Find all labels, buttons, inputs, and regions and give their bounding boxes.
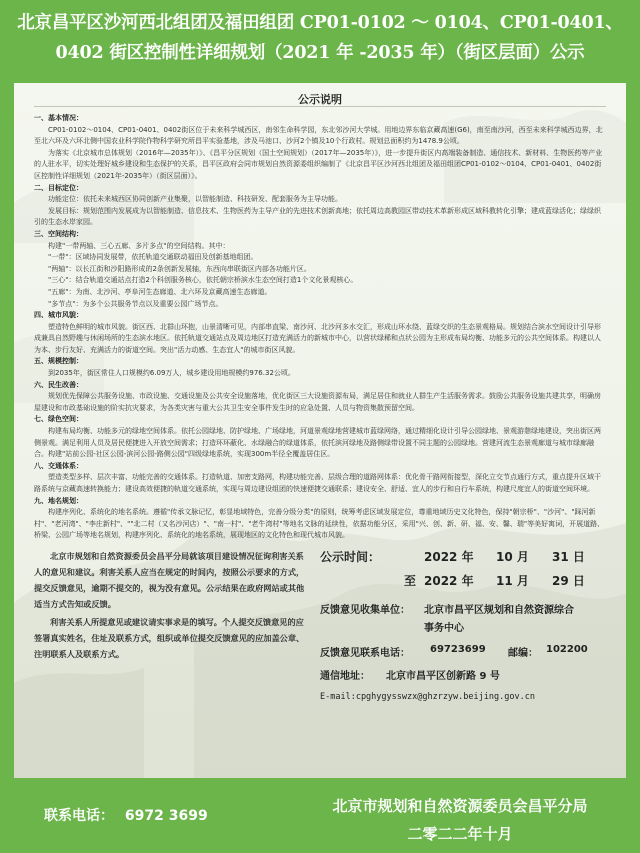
time-label: 公示时间： <box>320 550 381 564</box>
contact-value: 6972 3699 <box>124 808 208 824</box>
page-title-line-1: 北京昌平区沙河西北组团及福田组团 CP01-0102 ～ 0104、CP01-0401、 <box>17 13 623 33</box>
notice-title: 公示说明 <box>298 93 342 106</box>
instructions-paragraph-1: 北京市规划和自然资源委员会昌平分局就该项目建设情况征询利害关系人的意见和建议。利害关系人应当在规定的时间内，按照公示要求的方式，提交反馈意见，逾期不提交的，视为没有意见。公示结果在政府网站或其他适当方式告知或反馈。 <box>34 551 305 609</box>
section-heading: 一、基本情况： <box>34 114 83 122</box>
section-heading: 四、城市风貌： <box>34 311 83 320</box>
end-year: 2022 年 <box>424 574 474 588</box>
section-paragraph: 构建序列化、系统化的地名系统。遵循"传承文脉记忆，彰显地域特色，完善分级分类"的原则，统筹考虑区域发展定位，尊重地域历史文化特色，保持"朝宗桥"、"沙河"、"踩河新村"、"老河湾"、"李庄新村"、""北二村（又名沙河店）"、"南一村"、"老牛湾村"等地名文脉的延续性，依据功能分区，采用"兴、创、新、研、福、安、馨、瑞"等美好寓词，开展道路、桥梁、公园广场等地名规划，构建序列化、系统化的地名系统，展现地区的文化特色和现代城市风貌。 <box>34 508 605 540</box>
section-paragraph: "五廊"：为南、北沙河、亭阜河生态廊道、北六环及京藏高速生态廊道。 <box>48 287 272 296</box>
section-paragraph: 为落实《北京城市总体规划（2016年—2035年）》、《昌平分区规划（国土空间规划）（2017年—2035年）》，进一步提升街区内高端装备制造、通信技术、新材料、生物医药等产业的人驻水平，切实处理好城乡建设和生态保护的关系，昌平区政府会同市规划自然资源委组织编制了《北京昌平区沙河西北组团及福田组团CP01-0102～0104、CP01-0401、0402街区控制性详细规划（2021年-2035年）（街区层面）》。 <box>34 148 603 180</box>
section-heading: 二、目标定位： <box>34 183 83 192</box>
phone-label: 反馈意见联系电话： <box>320 648 410 659</box>
address-label: 通信地址： <box>320 671 370 682</box>
section-paragraph: "两轴"：以长江街和沙阳路形成的2条创新发展轴，东西向串联街区内部各功能片区。 <box>48 264 311 273</box>
section-scale <box>34 356 606 379</box>
section-cityscape <box>34 310 606 356</box>
section-paragraph: 到2035年，街区常住人口规模约6.09万人，城乡建设用地规模约976.32公顷。 <box>48 369 295 378</box>
section-paragraph: 发展目标：规划范围内发展成为以智能制造、信息技术、生物医药为主导产业的先进技术创新高地；依托周边高教园区带动技术革新形成区域科教转化引擎；建成蓝绿活化；绿绿织引的生态水岸家园。 <box>34 206 601 227</box>
section-heading: 七、绿色空间： <box>34 415 83 424</box>
section-paragraph: "三心"：结合轨道交通站点打造2个科创服务核心，依托朝宗桥滨水生态空间打造1个文化景观核心。 <box>48 276 358 285</box>
start-month: 10 月 <box>496 550 529 564</box>
notice-body <box>34 113 606 542</box>
section-traffic <box>34 461 606 496</box>
section-heading: 八、交通体系： <box>34 461 83 470</box>
date-separator: 至 <box>404 574 417 588</box>
section-green <box>34 414 606 460</box>
end-month: 11 月 <box>496 574 529 588</box>
section-paragraph: "多节点"：为多个公共服务节点以及重要公园广场节点。 <box>48 299 223 308</box>
start-year: 2022 年 <box>424 550 474 564</box>
end-day: 29 日 <box>552 574 585 588</box>
section-paragraph: 构建"一带两轴、三心五廊、多片多点"的空间结构。其中： <box>48 241 230 250</box>
notice-header <box>0 0 640 82</box>
section-placename <box>34 496 606 542</box>
section-paragraph: CP01-0102～0104、CP01-0401、0402街区位于未来科学城西区，南邻生命科学园，东北邻沙河大学城。用地边界东临京藏高速(G6)，南至南沙河，西至未来科学城西边界，北至北六环及六环北侧中国农业科学院作物科学研究所昌平实验基地，涉及马池口、沙河2个镇及10个行政村。规划总面积约为1478.9公顷。 <box>34 125 603 146</box>
instructions-paragraph-2: 利害关系人所提意见或建议请实事求是的填写。个人提交反馈意见的应签署真实姓名，住址及联系方式，组织或单位提交反馈意见的应加盖公章、注明联系人及联系方式。 <box>34 617 305 659</box>
section-paragraph: 功能定位：依托未来城西区协同创新产业集聚，以智能制造、科技研发、配套服务为主导功能。 <box>48 195 342 204</box>
section-paragraph: 规划优先保障公共服务设施、市政设施、交通设施及公共安全设施落地，优化街区三大设施资源布局，满足居住和就业人群生产生活服务需求。鼓励公共服务设施共建共享，明确房屋建设和市政基础设施的阶实抗灾要求，为各类灾害与重大公共卫生安全事件发生时的应急处置、人员与物资集散预留空间。 <box>34 392 601 412</box>
unit-value-line-1: 北京市昌平区规划和自然资源综合 <box>424 605 574 616</box>
contact-label: 联系电话： <box>44 808 114 824</box>
page-title-line-2: 0402 街区控制性详细规划（2021 年 -2035 年）（街区层面）公示 <box>55 43 585 63</box>
contact-phone <box>44 805 208 825</box>
issuer-block <box>300 792 620 848</box>
email-address[interactable]: E-mail:cpghygysswzx@ghzrzyw.beijing.gov.cn <box>320 692 535 702</box>
section-structure <box>34 229 606 310</box>
section-target <box>34 183 606 229</box>
section-heading: 六、民生改善： <box>34 380 83 389</box>
address-value: 北京市昌平区创新路 9 号 <box>386 671 500 682</box>
start-day: 31 日 <box>552 550 585 564</box>
phone-value: 69723699 <box>430 644 486 655</box>
issue-date: 二零二二年十月 <box>407 825 513 843</box>
postcode-value: 102200 <box>546 644 588 655</box>
section-heading: 三、空间结构： <box>34 229 83 238</box>
section-heading: 九、地名规划： <box>34 496 83 505</box>
section-heading: 五、规模控制： <box>34 357 83 366</box>
section-livelihood <box>34 380 606 415</box>
unit-value-line-2: 事务中心 <box>424 623 464 634</box>
section-paragraph: 塑造类型多样、层次丰富、功能完善的交通体系。打造轨道、加密支路网，构建功能完善、层级合理的道路网体系：优化骨干路网衔接型，深化立交节点通行方式，重点提升区域干路系统与京藏高速转换能力；建设高效便捷的轨道交通系统，实现与周边建设组团的快速便捷交通联系；建设安全、舒适、宜人的步行和自行车系统，构建尺度宜人的街道空间环境。 <box>34 473 601 493</box>
issuer-org: 北京市规划和自然资源委员会昌平分局 <box>332 797 588 815</box>
feedback-instructions <box>34 548 306 662</box>
unit-label: 反馈意见收集单位： <box>320 605 410 616</box>
title-divider <box>34 106 606 107</box>
section-basic <box>34 113 606 183</box>
section-paragraph: "一带"：区域协同发展带，依托轨道交通联动福田及创新基地组团。 <box>48 253 258 262</box>
postcode-label: 邮编： <box>508 648 538 659</box>
section-paragraph: 构建布局均衡、功能多元的绿地空间体系。依托公园绿地、防护绿地、广场绿地，河道景观绿地营建城市蓝绿网络，通过精细化设计引导公园绿地、景观游憩绿地建设，突出街区两侧景观。满足利用人员及居民便捷进入开放空间需求；打造环环蔽化、水绿融合的绿道体系，依托滨河绿地及路侧绿带设置不同主题的公园绿地。营建河流生态景观廊道与城市绿廊融合。构建"站前公园-社区公园-滨河公园-路侧公园"四级绿地系统，实现300m半径全覆盖居住区。 <box>34 427 601 459</box>
section-paragraph: 塑造特色鲜明的城市风貌。街区西、北群山环抱，山景清晰可见，内部串直梁、南沙河、北沙河多水交汇，形成山环水绕、蓝绿交织的生态景观格局。规划结合滨水空间设计引导形成兼具自然野趣与休闲场所的生态滨水地区。依托轨道交通站点及周边地区打造充满活力的新城市中心，以营状绿稀和点状公园为主形成布局均衡、功能多元的公共空间体系。构建以人为本、步行友好、充满活力的街道空间。突出"活力动感、生态宜人"的城市街区风貌。 <box>34 322 601 354</box>
